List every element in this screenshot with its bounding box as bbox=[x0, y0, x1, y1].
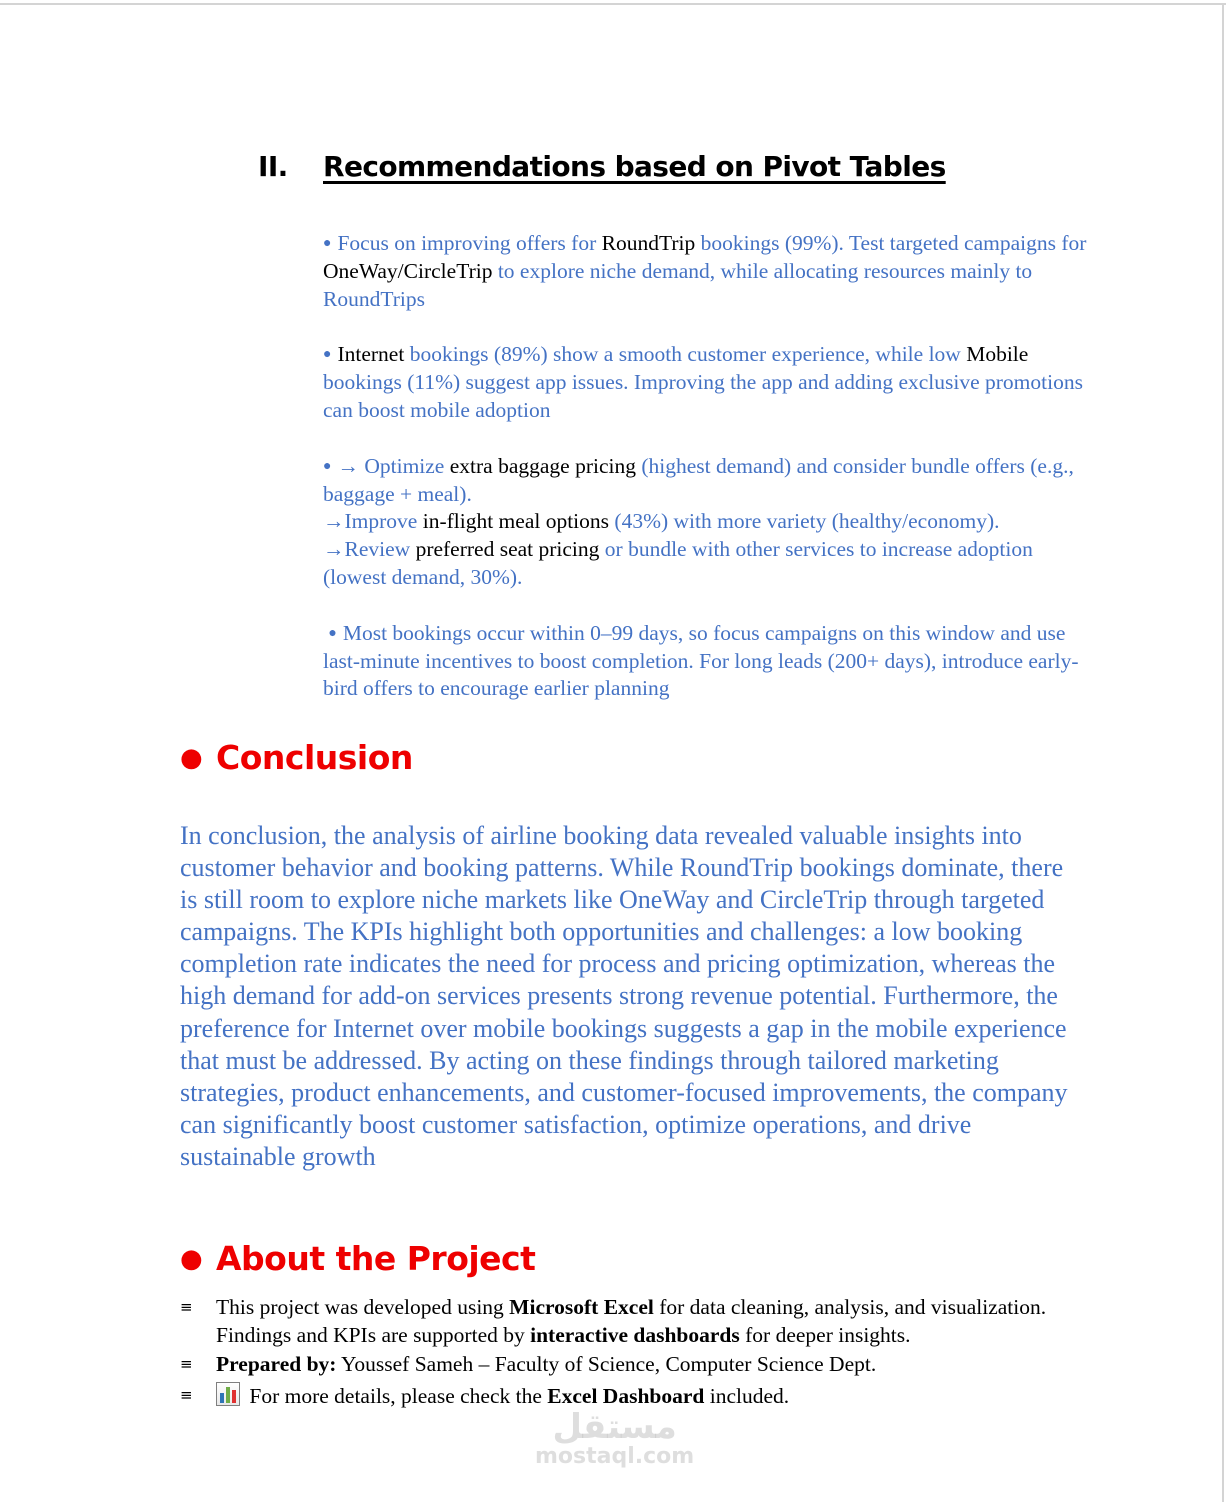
watermark-arabic: مستقل bbox=[552, 1407, 677, 1447]
about-heading: ● About the Project bbox=[180, 1239, 536, 1278]
bullet-icon: ● bbox=[323, 347, 332, 363]
bullet-icon: ● bbox=[328, 625, 337, 641]
page-edge-right bbox=[1222, 3, 1224, 1502]
about-item: ≡ Prepared by: Youssef Sameh – Faculty of Science, Computer Science Dept. bbox=[180, 1351, 1060, 1379]
list-marker-icon: ≡ bbox=[180, 1298, 193, 1316]
watermark-latin: mostaql.com bbox=[535, 1444, 695, 1469]
conclusion-heading: ● Conclusion bbox=[180, 738, 413, 777]
about-item: ≡ For more details, please check the Excel Dashboard included. bbox=[180, 1384, 790, 1409]
recommendation-item: ● → Optimize extra baggage pricing (highest demand) and consider bundle offers (e.g., baggage + meal). →Improve in-flight meal options (43%) with more variety (healthy/economy). →Review preferred seat pricing or bundle with other services to increase adoption (lowest demand, 30%). bbox=[323, 453, 1074, 589]
recommendations-list bbox=[323, 230, 1093, 731]
recommendation-item: ● Focus on improving offers for RoundTrip bookings (99%). Test targeted campaigns for OneWay/CircleTrip to explore niche demand, while allocating resources mainly to RoundTrips bbox=[323, 231, 1087, 311]
page-edge-top bbox=[0, 3, 1226, 5]
bar-chart-icon bbox=[216, 1382, 240, 1406]
conclusion-paragraph: In conclusion, the analysis of airline booking data revealed valuable insights into customer behavior and booking patterns. While RoundTrip bookings dominate, there is still room to explore niche markets like OneWay and CircleTrip through targeted campaigns. The KPIs highlight both opportunities and challenges: a low booking completion rate indicates the need for process and pricing optimization, whereas the high demand for add-on services presents strong revenue potential. Furthermore, the preference for Internet over mobile bookings suggests a gap in the mobile experience that must be addressed. By acting on these findings through tailored marketing strategies, product enhancements, and customer-focused improvements, the company can significantly boost customer satisfaction, optimize operations, and drive sustainable growth bbox=[180, 821, 1068, 1171]
recommendation-item: ● Most bookings occur within 0–99 days, so focus campaigns on this window and use last-minute incentives to boost completion. For long leads (200+ days), introduce early-bird offers to encourage earlier planning bbox=[323, 620, 1079, 701]
section-heading bbox=[258, 150, 946, 183]
watermark bbox=[535, 1407, 695, 1469]
about-item: ≡ This project was developed using Microsoft Excel for data cleaning, analysis, and visualization. Findings and KPIs are supported by interactive dashboards for deeper insights. bbox=[180, 1295, 1047, 1347]
about-list bbox=[180, 1294, 1060, 1413]
section-title: Recommendations based on Pivot Tables bbox=[323, 150, 946, 183]
bullet-icon: ● bbox=[323, 236, 332, 251]
recommendation-item: ● Internet bookings (89%) show a smooth customer experience, while low Mobile bookings (11%) suggest app issues. Improving the app and adding exclusive promotions can boost mobile adoption bbox=[323, 342, 1083, 422]
list-marker-icon: ≡ bbox=[180, 1355, 193, 1374]
list-marker-icon: ≡ bbox=[180, 1386, 193, 1405]
bullet-icon: ● bbox=[180, 1244, 203, 1274]
bullet-icon: ● bbox=[323, 458, 332, 474]
bullet-icon: ● bbox=[180, 743, 203, 773]
section-number: II. bbox=[258, 150, 288, 183]
